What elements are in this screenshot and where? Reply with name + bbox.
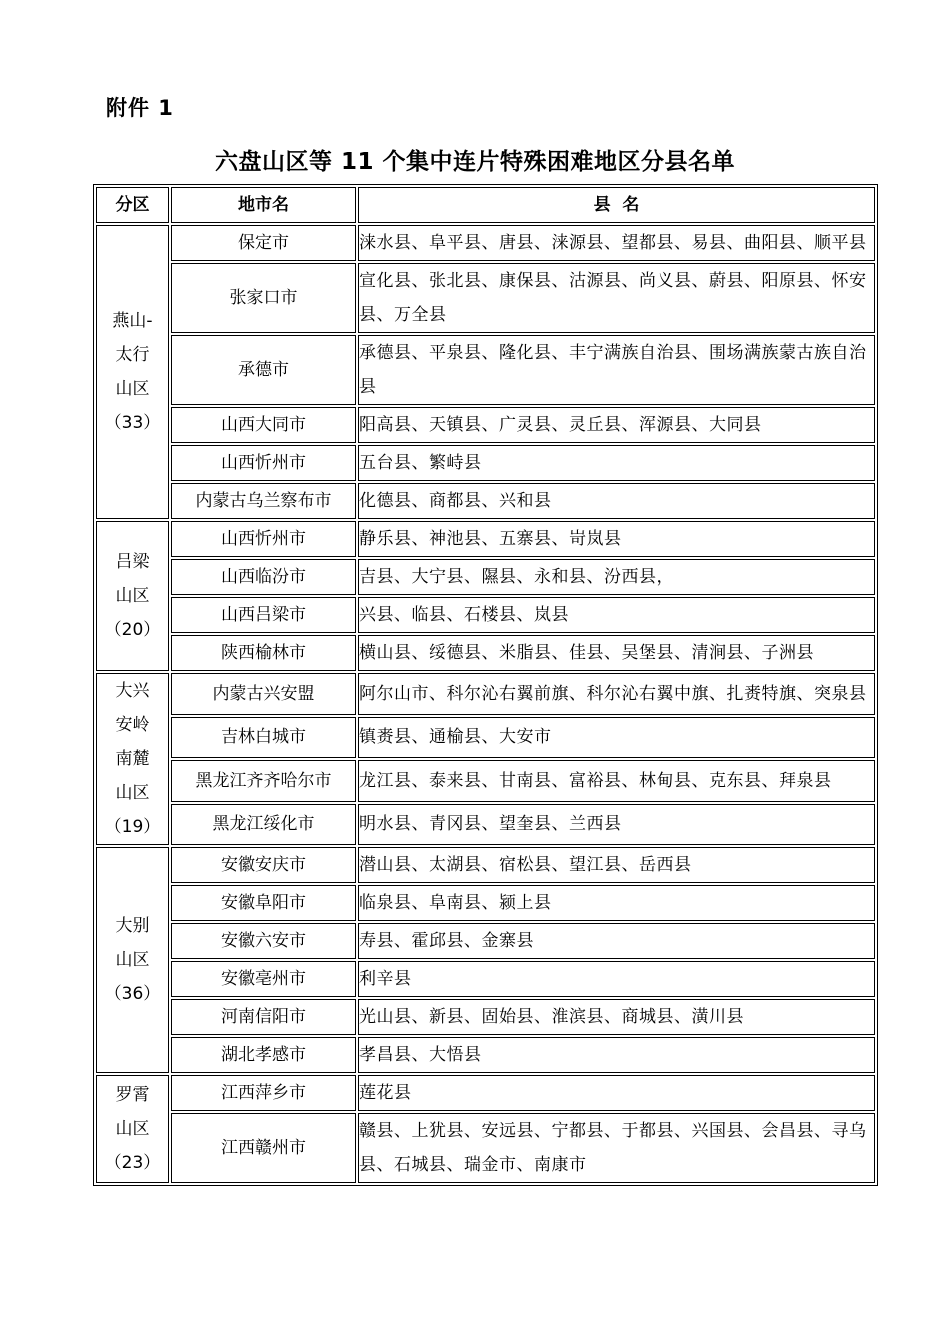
- region-name-line: 燕山-: [112, 311, 153, 331]
- table-row: [96, 559, 875, 595]
- table-row: [96, 760, 875, 802]
- counties-cell: 涞水县、阜平县、唐县、涞源县、望都县、易县、曲阳县、顺平县: [358, 225, 875, 261]
- city-cell: 黑龙江齐齐哈尔市: [171, 760, 356, 802]
- table-row: [96, 1037, 875, 1073]
- region-name-line: 太行: [115, 345, 150, 365]
- table-row: [96, 335, 875, 405]
- county-list-table: [93, 184, 878, 1186]
- region-name-line: 山区: [115, 379, 150, 399]
- region-name-line: 南麓: [115, 749, 150, 769]
- attachment-label: 附件 1: [106, 96, 174, 120]
- table-row: [96, 225, 875, 261]
- region-name-line: 山区: [115, 950, 150, 970]
- table-row: [96, 597, 875, 633]
- table-row: [96, 999, 875, 1035]
- counties-cell: 镇赉县、通榆县、大安市: [358, 717, 875, 759]
- counties-cell: 明水县、青冈县、望奎县、兰西县: [358, 804, 875, 846]
- region-name-line: 大别: [115, 916, 150, 936]
- table-row: [96, 717, 875, 759]
- region-name-line: （20）: [104, 620, 161, 640]
- region-name-line: 山区: [115, 586, 150, 606]
- table-row: [96, 521, 875, 557]
- city-cell: 张家口市: [171, 263, 356, 333]
- counties-cell: 孝昌县、大悟县: [358, 1037, 875, 1073]
- counties-cell: 龙江县、泰来县、甘南县、富裕县、林甸县、克东县、拜泉县: [358, 760, 875, 802]
- header-region: 分区: [96, 187, 169, 223]
- region-name-line: （36）: [104, 984, 161, 1004]
- counties-cell: 兴县、临县、石楼县、岚县: [358, 597, 875, 633]
- region-cell: [96, 673, 169, 845]
- counties-cell: 静乐县、神池县、五寨县、岢岚县: [358, 521, 875, 557]
- region-name-line: 大兴: [115, 681, 150, 701]
- counties-cell: 吉县、大宁县、隰县、永和县、汾西县，: [358, 559, 875, 595]
- counties-cell: 寿县、霍邱县、金寨县: [358, 923, 875, 959]
- region-name-line: 山区: [115, 783, 150, 803]
- header-city: 地市名: [171, 187, 356, 223]
- counties-cell: 赣县、上犹县、安远县、宁都县、于都县、兴国县、会昌县、寻乌县、石城县、瑞金市、南康市: [358, 1113, 875, 1183]
- city-cell: 河南信阳市: [171, 999, 356, 1035]
- counties-cell: 莲花县: [358, 1075, 875, 1111]
- table-row: [96, 804, 875, 846]
- counties-cell: 横山县、绥德县、米脂县、佳县、吴堡县、清涧县、子洲县: [358, 635, 875, 671]
- region-name-line: 吕梁: [115, 552, 150, 572]
- city-cell: 保定市: [171, 225, 356, 261]
- table-row: [96, 445, 875, 481]
- region-name-line: 罗霄: [115, 1085, 150, 1105]
- region-name-line: （19）: [104, 817, 161, 837]
- table-row: [96, 961, 875, 997]
- table-row: [96, 407, 875, 443]
- city-cell: 江西萍乡市: [171, 1075, 356, 1111]
- city-cell: 山西忻州市: [171, 521, 356, 557]
- counties-cell: 宣化县、张北县、康保县、沽源县、尚义县、蔚县、阳原县、怀安县、万全县: [358, 263, 875, 333]
- city-cell: 江西赣州市: [171, 1113, 356, 1183]
- header-counties: 县 名: [358, 187, 875, 223]
- city-cell: 山西忻州市: [171, 445, 356, 481]
- counties-cell: 临泉县、阜南县、颍上县: [358, 885, 875, 921]
- city-cell: 黑龙江绥化市: [171, 804, 356, 846]
- table-row: [96, 635, 875, 671]
- region-cell: [96, 521, 169, 671]
- counties-cell: 承德县、平泉县、隆化县、丰宁满族自治县、围场满族蒙古族自治县: [358, 335, 875, 405]
- counties-cell: 潜山县、太湖县、宿松县、望江县、岳西县: [358, 847, 875, 883]
- table-row: [96, 1113, 875, 1183]
- table-row: [96, 923, 875, 959]
- document-title: 六盘山区等 11 个集中连片特殊困难地区分县名单: [214, 149, 736, 175]
- table-header-row: [96, 187, 875, 223]
- city-cell: 山西临汾市: [171, 559, 356, 595]
- region-name-line: （23）: [104, 1153, 161, 1173]
- table-row: [96, 1075, 875, 1111]
- city-cell: 山西大同市: [171, 407, 356, 443]
- table-body: [96, 187, 875, 1183]
- counties-cell: 阳高县、天镇县、广灵县、灵丘县、浑源县、大同县: [358, 407, 875, 443]
- counties-cell: 利辛县: [358, 961, 875, 997]
- table-row: [96, 673, 875, 715]
- city-cell: 安徽阜阳市: [171, 885, 356, 921]
- region-cell: [96, 225, 169, 519]
- city-cell: 湖北孝感市: [171, 1037, 356, 1073]
- city-cell: 安徽亳州市: [171, 961, 356, 997]
- region-name-line: 安岭: [115, 715, 150, 735]
- city-cell: 承德市: [171, 335, 356, 405]
- counties-cell: 化德县、商都县、兴和县: [358, 483, 875, 519]
- city-cell: 内蒙古兴安盟: [171, 673, 356, 715]
- table-row: [96, 263, 875, 333]
- counties-cell: 光山县、新县、固始县、淮滨县、商城县、潢川县: [358, 999, 875, 1035]
- table-row: [96, 885, 875, 921]
- region-name-line: 山区: [115, 1119, 150, 1139]
- counties-cell: 阿尔山市、科尔沁右翼前旗、科尔沁右翼中旗、扎赉特旗、突泉县: [358, 673, 875, 715]
- city-cell: 安徽安庆市: [171, 847, 356, 883]
- city-cell: 山西吕梁市: [171, 597, 356, 633]
- region-name-line: （33）: [104, 413, 161, 433]
- city-cell: 吉林白城市: [171, 717, 356, 759]
- table-row: [96, 483, 875, 519]
- counties-cell: 五台县、繁峙县: [358, 445, 875, 481]
- city-cell: 安徽六安市: [171, 923, 356, 959]
- city-cell: 陕西榆林市: [171, 635, 356, 671]
- region-cell: [96, 847, 169, 1073]
- table-row: [96, 847, 875, 883]
- region-cell: [96, 1075, 169, 1183]
- city-cell: 内蒙古乌兰察布市: [171, 483, 356, 519]
